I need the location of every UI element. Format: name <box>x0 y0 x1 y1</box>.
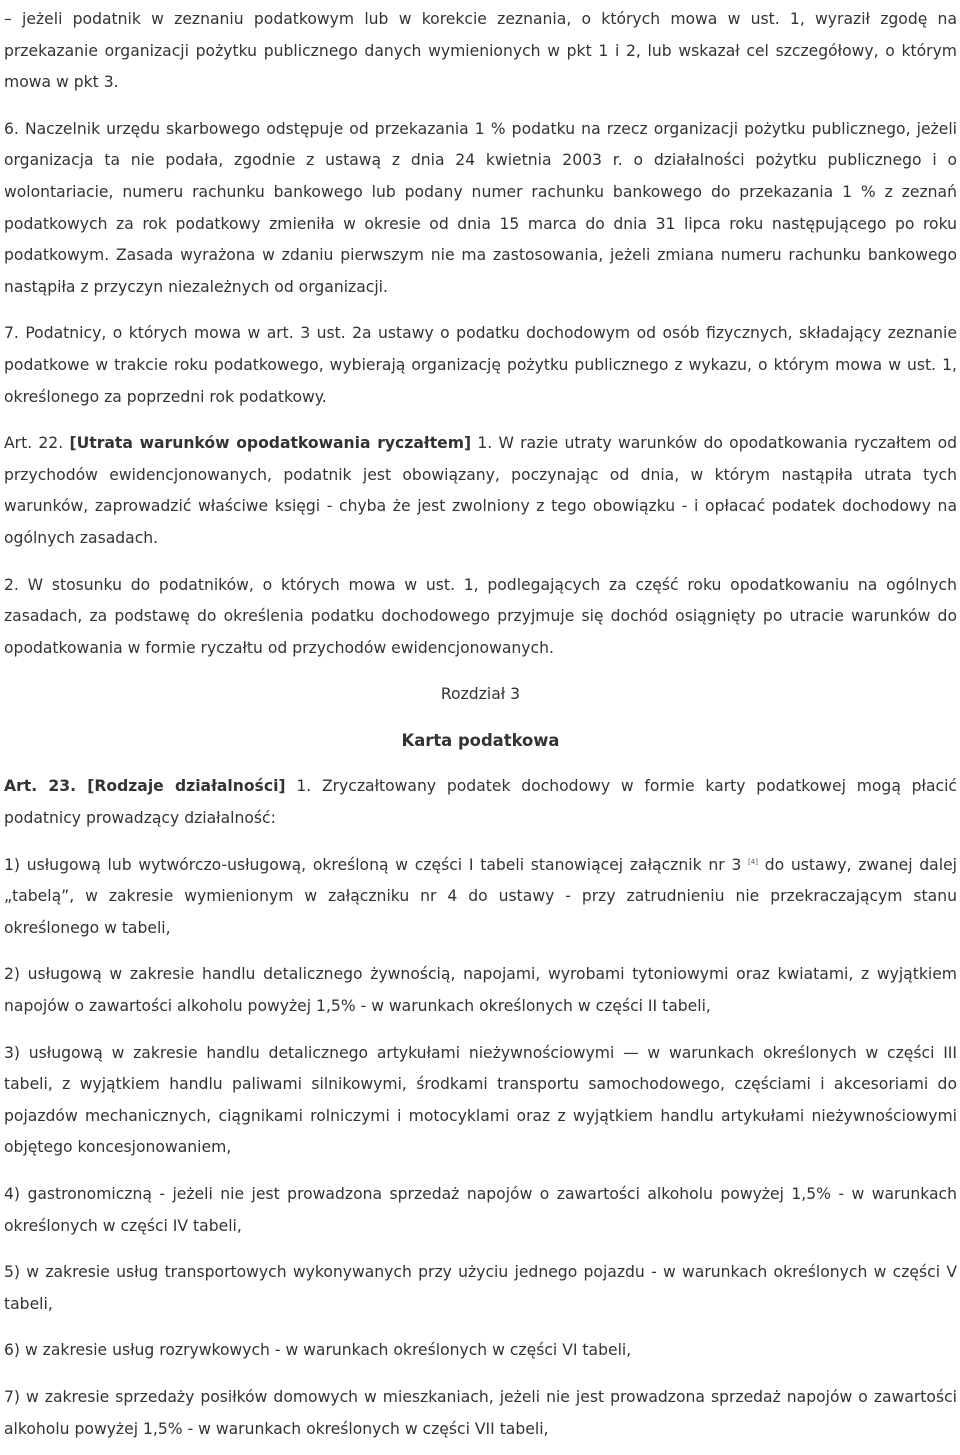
list-item-1-text-a: 1) usługową lub wytwórczo-usługową, określoną w części I tabeli stanowiącej załącznik nr 3 <box>4 855 749 874</box>
list-item-1-text-b: do ustawy, zwanej dalej „tabelą”, w zakresie wymienionym w załączniku nr 4 do ustawy - przy zatrudnieniu nie przekraczającym stanu określonego w tabeli, <box>4 855 957 937</box>
paragraph-6: 6. Naczelnik urzędu skarbowego odstępuje od przekazania 1 % podatku na rzecz organizacji pożytku publicznego, jeżeli organizacja ta nie podała, zgodnie z ustawą z dnia 24 kwietnia 2003 r. o działalności pożytku publicznego i o wolontariacie, numeru rachunku bankowego lub podany numer rachunku bankowego do przekazania 1 % z zeznań podatkowych za rok podatkowy zmieniła w okresie od dnia 15 marca do dnia 31 lipca roku następującego po roku podatkowym. Zasada wyrażona w zdaniu pierwszym nie ma zastosowania, jeżeli zmiana numeru rachunku bankowego nastąpiła z przyczyn niezależnych od organizacji. <box>4 119 957 296</box>
list-item-4: 4) gastronomiczną - jeżeli nie jest prowadzona sprzedaż napojów o zawartości alkoholu powyżej 1,5% - w warunkach określonych w części IV tabeli, <box>4 1185 957 1235</box>
chapter-number: Rozdział 3 <box>440 685 521 704</box>
list-item-7: 7) w zakresie sprzedaży posiłków domowych w mieszkaniach, jeżeli nie jest prowadzona sprzedaż napojów o zawartości alkoholu powyżej 1,5% - w warunkach określonych w części VII tabeli, <box>4 1387 957 1438</box>
list-item-1 <box>4 850 957 945</box>
article-22-paragraph-2: 2. W stosunku do podatników, o których mowa w ust. 1, podlegających za część roku opodatkowaniu na ogólnych zasadach, za podstawę do określenia podatku dochodowego przyjmuje się dochód osiągnięty po utracie warunków do opodatkowania w formie ryczałtu od przychodów ewidencjonowanych. <box>4 575 957 657</box>
footnote-link[interactable]: [4] <box>748 857 758 866</box>
list-item-3: 3) usługową w zakresie handlu detalicznego artykułami nieżywnościowymi — w warunkach określonych w części III tabeli, z wyjątkiem handlu paliwami silnikowymi, środkami transportu samochodowego, częściami i akcesoriami do pojazdów mechanicznych, ciągnikami rolniczymi i motocyklami oraz z wyjątkiem handlu artykułami nieżywnościowymi objętego koncesjonowaniem, <box>4 1043 957 1157</box>
list-item-2: 2) usługową w zakresie handlu detalicznego żywnością, napojami, wyrobami tytoniowymi oraz kwiatami, z wyjątkiem napojów o zawartości alkoholu powyżej 1,5% - w warunkach określonych w części II tabeli, <box>4 965 957 1016</box>
paragraph-7: 7. Podatnicy, o których mowa w art. 3 ust. 2a ustawy o podatku dochodowym od osób fizycznych, składający zeznanie podatkowe w trakcie roku podatkowego, wybierają organizację pożytku publicznego z wykazu, o którym mowa w ust. 1, określonego za poprzedni rok podatkowy. <box>4 324 957 406</box>
list-item-6: 6) w zakresie usług rozrywkowych - w warunkach określonych w części VI tabeli, <box>4 1341 632 1360</box>
article-22-heading: [Utrata warunków opodatkowania ryczałtem] <box>69 434 472 453</box>
article-22-text: 1. W razie utraty warunków do opodatkowania ryczałtem od przychodów ewidencjonowanych, podatnik jest obowiązany, poczynając od dnia, w którym nastąpiła utrata tych warunków, zaprowadzić właściwe księgi - chyba że jest zwolniony z tego obowiązku - i opłacać podatek dochodowy na ogólnych zasadach. <box>4 434 958 547</box>
article-23 <box>4 771 957 834</box>
list-item-5: 5) w zakresie usług transportowych wykonywanych przy użyciu jednego pojazdu - w warunkach określonych w części V tabeli, <box>4 1263 957 1313</box>
article-23-heading: Art. 23. [Rodzaje działalności] <box>4 777 286 796</box>
article-22-label: Art. 22. <box>4 434 64 453</box>
chapter-title: Karta podatkowa <box>401 730 560 750</box>
article-22 <box>4 428 957 554</box>
article-23-text: 1. Zryczałtowany podatek dochodowy w formie karty podatkowej mogą płacić podatnicy prowadzący działalność: <box>4 777 957 828</box>
paragraph-dash-consent: – jeżeli podatnik w zeznaniu podatkowym lub w korekcie zeznania, o których mowa w ust. 1, wyraził zgodę na przekazanie organizacji pożytku publicznego danych wymienionych w pkt 1 i 2, lub wskazał cel szczegółowy, o którym mowa w pkt 3. <box>4 10 957 92</box>
